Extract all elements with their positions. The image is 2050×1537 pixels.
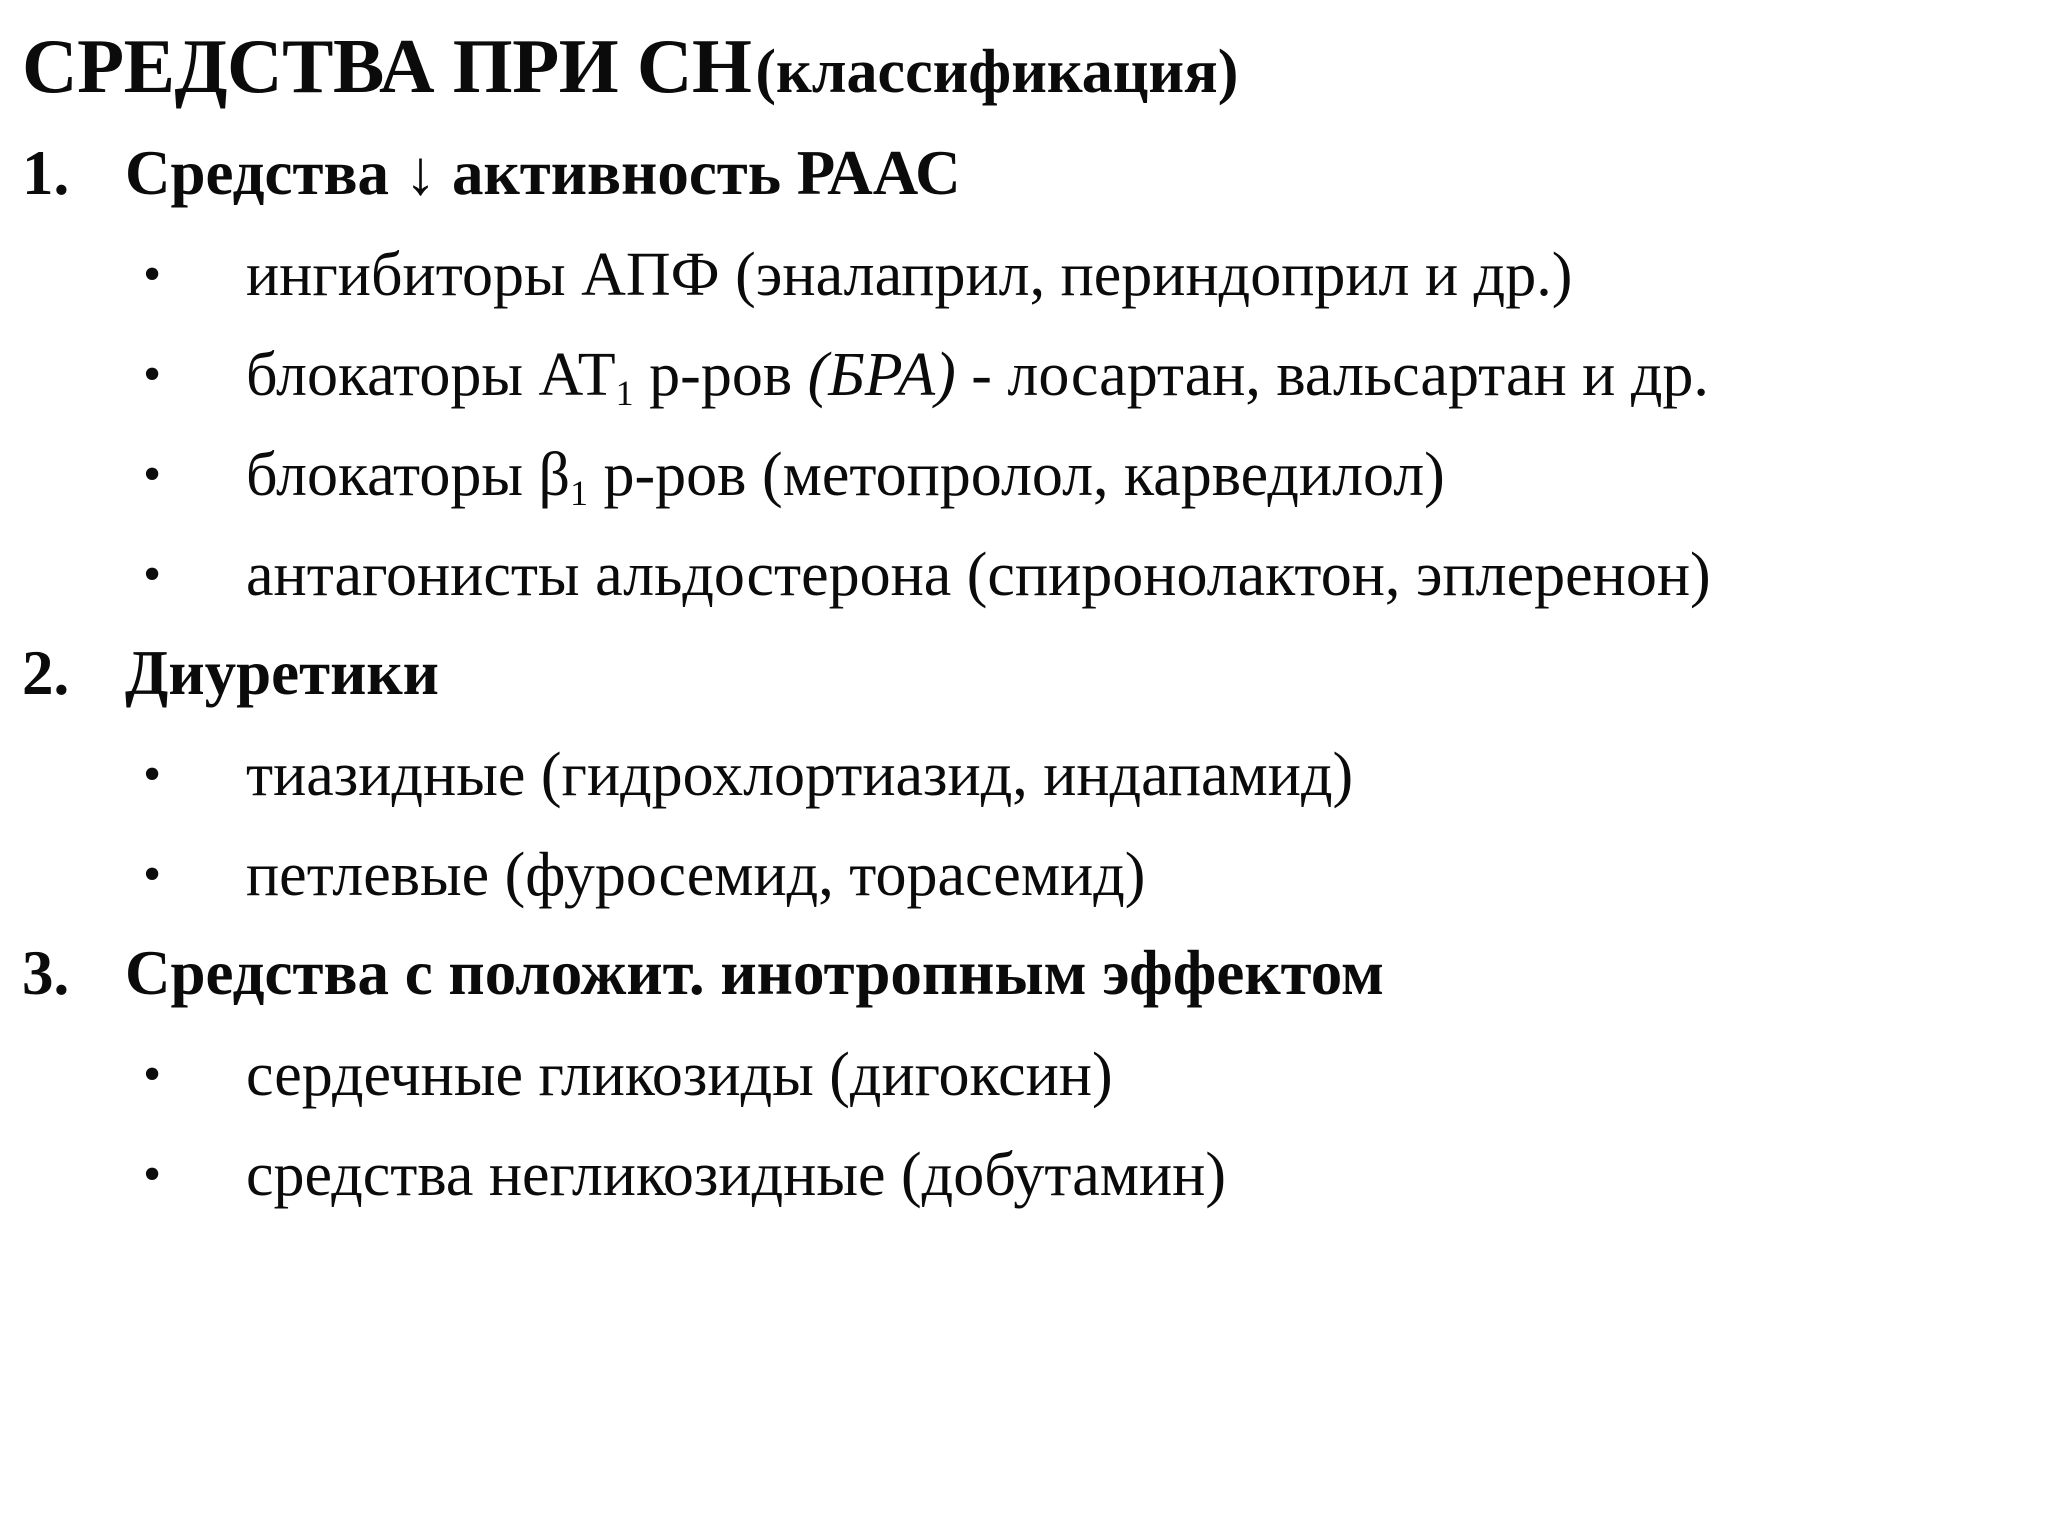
bullet-icon: • bbox=[143, 246, 162, 303]
list-item bbox=[143, 441, 1445, 513]
bullet-icon: • bbox=[143, 346, 162, 403]
bullet-icon: • bbox=[143, 546, 162, 603]
list-item-text: блокаторы $\beta_1$ р-ров (метопролол, карведилол) bbox=[246, 441, 1445, 513]
section-heading bbox=[22, 938, 1384, 1008]
list-item bbox=[143, 241, 1573, 309]
list-item-text: антагонисты альдостерона (спиронолактон, эплеренон) bbox=[246, 541, 1711, 609]
list-item bbox=[143, 1041, 1113, 1109]
list-item bbox=[143, 541, 1711, 609]
list-item-text: ингибиторы АПФ (эналаприл, периндоприл и др.) bbox=[246, 241, 1573, 309]
list-item-text: блокаторы $АТ_1$ р-ров (БРА) - лосартан, вальсартан и др. bbox=[246, 341, 1709, 413]
bullet-icon: • bbox=[143, 446, 162, 503]
slide-title bbox=[22, 23, 1239, 109]
section-heading bbox=[22, 138, 961, 208]
list-item bbox=[143, 841, 1146, 909]
section-title: Средства ↓ активность РААС bbox=[125, 138, 961, 208]
section-title: Средства с положит. инотропным эффектом bbox=[125, 938, 1384, 1008]
section-number: 1. bbox=[22, 138, 70, 208]
list-item-text: сердечные гликозиды (дигоксин) bbox=[246, 1041, 1113, 1109]
bullet-icon: • bbox=[143, 1046, 162, 1103]
section-number: 2. bbox=[22, 638, 70, 708]
bullet-icon: • bbox=[143, 746, 162, 803]
section-title: Диуретики bbox=[125, 638, 439, 708]
section-heading bbox=[22, 638, 439, 708]
bullet-icon: • bbox=[143, 1146, 162, 1203]
slide-title-main: СРЕДСТВА ПРИ СН bbox=[22, 23, 752, 109]
list-item-text: средства негликозидные (добутамин) bbox=[246, 1141, 1226, 1209]
list-item bbox=[143, 1141, 1226, 1209]
list-item bbox=[143, 341, 1709, 413]
list-item-text: петлевые (фуросемид, торасемид) bbox=[246, 841, 1146, 909]
bullet-icon: • bbox=[143, 846, 162, 903]
slide-title-subtitle: (классификация) bbox=[755, 38, 1239, 106]
list-item bbox=[143, 741, 1354, 809]
section-number: 3. bbox=[22, 938, 70, 1008]
list-item-text: тиазидные (гидрохлортиазид, индапамид) bbox=[246, 741, 1354, 809]
